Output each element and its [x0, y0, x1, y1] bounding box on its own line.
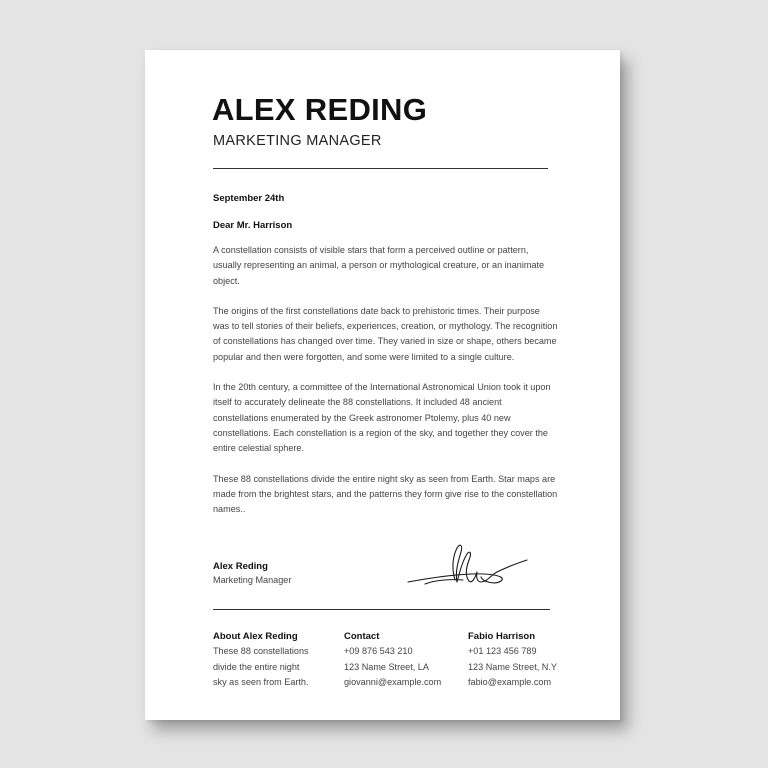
recipient-address: 123 Name Street, N.Y — [468, 661, 557, 672]
contact-phone: +09 876 543 210 — [344, 646, 413, 656]
footer-recipient-heading: Fabio Harrison — [468, 631, 536, 642]
footer-about — [213, 629, 309, 691]
body-paragraph-1: A constellation consists of visible stars that form a perceived outline or pattern, usually representing an animal, a person or mythological creature, or an inanimate object. — [213, 245, 545, 286]
body-paragraph-4: These 88 constellations divide the entire night sky as seen from Earth. Star maps are made from the brightest stars, and the patterns they form give rise to the constellation names.. — [213, 473, 558, 515]
contact-email: giovanni@example.com — [344, 677, 442, 687]
footer-contact-heading: Contact — [344, 631, 380, 642]
footer-about-line: divide the entire night — [213, 661, 300, 672]
body-paragraph-3: In the 20th century, a committee of the International Astronomical Union took it upon itself to accurately delineate the 88 constellations. It included 48 ancient constellations enumerated by the Greek astronomer Ptolemy, plus 40 new constellations. Each constellation is a region of the sky, and together they cover the entire celestial sphere. — [213, 382, 551, 454]
footer-about-heading: About Alex Reding — [213, 631, 298, 642]
letter-salutation: Dear Mr. Harrison — [213, 220, 293, 231]
footer-recipient — [468, 629, 557, 691]
letter-page — [145, 50, 620, 720]
handwritten-signature — [405, 540, 530, 590]
letter-body — [213, 243, 558, 532]
recipient-phone: +01 123 456 789 — [468, 646, 537, 656]
recipient-email: fabio@example.com — [468, 677, 552, 687]
header-divider — [213, 168, 548, 169]
signoff-role: Marketing Manager — [213, 575, 292, 585]
footer-about-line: These 88 constellations — [213, 646, 309, 656]
footer-about-line: sky as seen from Earth. — [213, 677, 309, 687]
letter-date: September 24th — [213, 193, 285, 204]
sender-name: ALEX REDING — [212, 92, 428, 127]
sender-job-title: MARKETING MANAGER — [213, 133, 382, 149]
footer-divider — [213, 609, 550, 610]
contact-address: 123 Name Street, LA — [344, 661, 429, 672]
signoff-name: Alex Reding — [213, 561, 268, 572]
body-paragraph-2: The origins of the first constellations date back to prehistoric times. Their purpose was to tell stories of their beliefs, experiences, creation, or mythology. The recognition of constellations has changed over time. They varied in size or shape, others became popular and then were forgotten, and some were limited to a single culture. — [213, 305, 558, 362]
footer-contact — [344, 629, 441, 691]
